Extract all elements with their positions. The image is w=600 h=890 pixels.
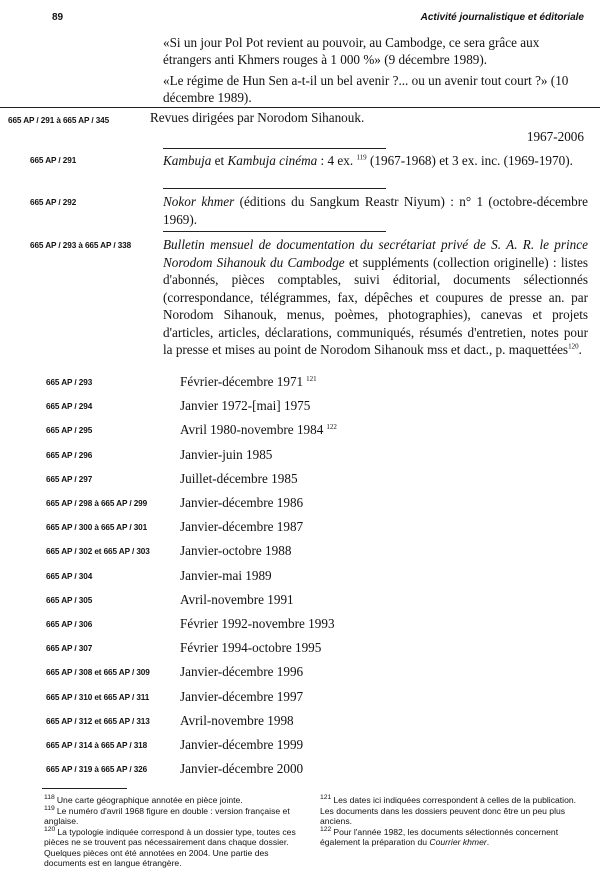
row-date [180, 543, 291, 559]
entry-title: Nokor khmer [163, 194, 235, 209]
row-date-text: Janvier-décembre 1986 [180, 495, 304, 510]
row-date-text: Janvier 1972-[mai] 1975 [180, 398, 311, 414]
row-date-text: Février-décembre 1971 [180, 374, 304, 389]
entry-title: Kambuja [163, 153, 212, 168]
row-date-text: Juillet-décembre 1985 [180, 470, 298, 486]
footnotes-right [320, 795, 586, 848]
row-date [180, 713, 294, 729]
entry-text-2: . [578, 342, 582, 357]
footnote-number: 120 [44, 825, 56, 833]
row-date [180, 495, 303, 511]
row-date [180, 568, 272, 584]
row-date [180, 447, 272, 463]
footnote-text: Pour l'année 1982, les documents sélectionnés concernent également la préparation du [320, 826, 559, 847]
row-code: 665 AP / 304 [46, 571, 93, 581]
row-code: 665 AP / 302 et 665 AP / 303 [46, 547, 150, 557]
row-date [180, 664, 303, 680]
section-dates: 1967-2006 [526, 129, 584, 144]
row-code: 665 AP / 308 et 665 AP / 309 [46, 668, 150, 678]
row-date [180, 592, 294, 608]
row-date-text: Janvier-mai 1989 [180, 567, 272, 583]
entry-code: 665 AP / 293 à 665 AP / 338 [30, 241, 132, 250]
entry-bulletin [163, 236, 588, 359]
row-date-text: Avril-novembre 1991 [180, 591, 294, 607]
entry-code: 665 AP / 291 [30, 156, 77, 165]
row-date [180, 616, 335, 632]
row-code: 665 AP / 300 à 665 AP / 301 [46, 523, 148, 533]
row-date-text: Janvier-décembre 1987 [180, 519, 304, 535]
footnote-ref: 121 [306, 374, 317, 383]
row-code: 665 AP / 293 [46, 378, 93, 387]
row-date-text: Avril-novembre 1998 [180, 712, 294, 728]
entry-rule [163, 188, 386, 189]
entry-text: (éditions du Sangkum Reastr Niyum) : n° 1 (octobre-décembre 1969). [163, 194, 588, 227]
row-date [180, 737, 303, 753]
row-date [180, 761, 303, 777]
row-date-text: Janvier-décembre 1996 [180, 664, 304, 680]
footnote-number: 118 [44, 794, 55, 802]
row-code: 665 AP / 295 [46, 426, 93, 436]
row-date-text: Janvier-décembre 2000 [180, 761, 304, 777]
row-date [180, 471, 298, 487]
row-code: 665 AP / 294 [46, 402, 93, 412]
footnote-number: 119 [44, 804, 55, 812]
entry-title: Bulletin mensuel de documentation du secrétariat privé de S. A. R. le prince Norodom Sihanouk du Cambodge [163, 237, 588, 270]
row-date [180, 374, 317, 390]
footnote [44, 795, 308, 806]
entry-text: et suppléments (collection originelle) : listes d'abonnés, pièces comptables, suivi éditorial, documents sélectionnés (correspondance, télégrammes, fax, dépêches et coupures de presse an. par Norodom Sihanouk, menus, poèmes, photographies), canevas et projets d'articles, articles, déclarations, communiqués, résumés d'entretien, notes pour la presse et mises au point de Norodom Sihanouk mss et dact., p. maquettées [163, 254, 588, 357]
footnote [320, 827, 586, 848]
entry-title-2: Kambuja cinéma [227, 153, 318, 168]
row-code: 665 AP / 310 et 665 AP / 311 [46, 692, 150, 702]
section-code: 665 AP / 291 à 665 AP / 345 [8, 116, 110, 125]
row-date-text: Janvier-juin 1985 [180, 446, 273, 462]
entry-code: 665 AP / 292 [30, 198, 77, 207]
footnote-ref: 122 [326, 423, 337, 431]
row-code: 665 AP / 314 à 665 AP / 318 [46, 741, 148, 750]
footnote-ref: 119 [356, 153, 367, 162]
row-date [180, 689, 303, 705]
row-code: 665 AP / 319 à 665 AP / 326 [46, 765, 148, 775]
footnote-text-after: . [486, 837, 490, 847]
footnote-text: Les dates ici indiquées correspondent à celles de la publication. Les documents dans les dossiers peuvent donc être un peu plus anciens. [320, 795, 577, 826]
quote-hun-sen: «Le régime de Hun Sen a-t-il un bel avenir ?... ou un avenir tout court ?» (10 décembre 1989). [163, 73, 569, 105]
row-code: 665 AP / 297 [46, 474, 93, 484]
entry-text-mid: et [211, 153, 228, 168]
row-date [180, 422, 337, 438]
row-date [180, 398, 310, 414]
entry-kambuja [163, 152, 588, 170]
footnote-ref: 120 [568, 342, 579, 351]
section-rule [0, 107, 600, 108]
entry-rule [163, 231, 386, 232]
row-date-text: Janvier-décembre 1997 [180, 688, 304, 704]
row-date-text: Janvier-octobre 1988 [180, 543, 292, 559]
row-date-text: Février 1992-novembre 1993 [180, 616, 335, 631]
entry-nokor-khmer [163, 193, 588, 228]
row-date-text: Janvier-décembre 1999 [180, 737, 304, 752]
footnote-title: Courrier khmer [429, 837, 487, 847]
row-code: 665 AP / 298 à 665 AP / 299 [46, 499, 148, 508]
footnote-number: 122 [320, 825, 332, 833]
entry-text-2: (1967-1968) et 3 ex. inc. (1969-1970). [366, 153, 573, 168]
row-code: 665 AP / 296 [46, 450, 93, 460]
footnote-text: Le numéro d'avril 1968 figure en double : version française et anglaise. [44, 805, 290, 826]
quote-pol-pot: «Si un jour Pol Pot revient au pouvoir, au Cambodge, ce sera grâce aux étrangers anti Khmers rouges à 1 000 %» (9 décembre 1989). [163, 35, 540, 67]
footnote [44, 827, 308, 869]
footnote-number: 121 [320, 794, 332, 802]
footnote-text: Une carte géographique annotée en pièce jointe. [56, 795, 243, 805]
section-title: Revues dirigées par Norodom Sihanouk. [150, 110, 365, 125]
footnotes-left [44, 795, 308, 869]
footnote-text: La typologie indiquée correspond à un dossier type, toutes ces pièces ne se trouvent pas nécessairement dans chaque dossier. Quelques pièces ont été annotées en 2004. Une partie des documents est en langue étrangère. [44, 826, 296, 868]
footnote [44, 806, 308, 827]
row-date [180, 640, 321, 656]
footnote [320, 795, 586, 827]
entry-rule [163, 148, 386, 149]
page-number: 89 [52, 12, 64, 23]
row-code: 665 AP / 307 [46, 644, 93, 654]
row-date-text: Avril 1980-novembre 1984 [180, 422, 324, 438]
row-code: 665 AP / 305 [46, 595, 93, 605]
entry-text: : 4 ex. [317, 153, 357, 168]
running-title: Activité journalistique et éditoriale [420, 12, 584, 23]
row-code: 665 AP / 306 [46, 620, 93, 629]
row-date [180, 519, 303, 535]
row-code: 665 AP / 312 et 665 AP / 313 [46, 716, 150, 726]
footnote-rule [42, 788, 127, 789]
row-date-text: Février 1994-octobre 1995 [180, 640, 322, 656]
